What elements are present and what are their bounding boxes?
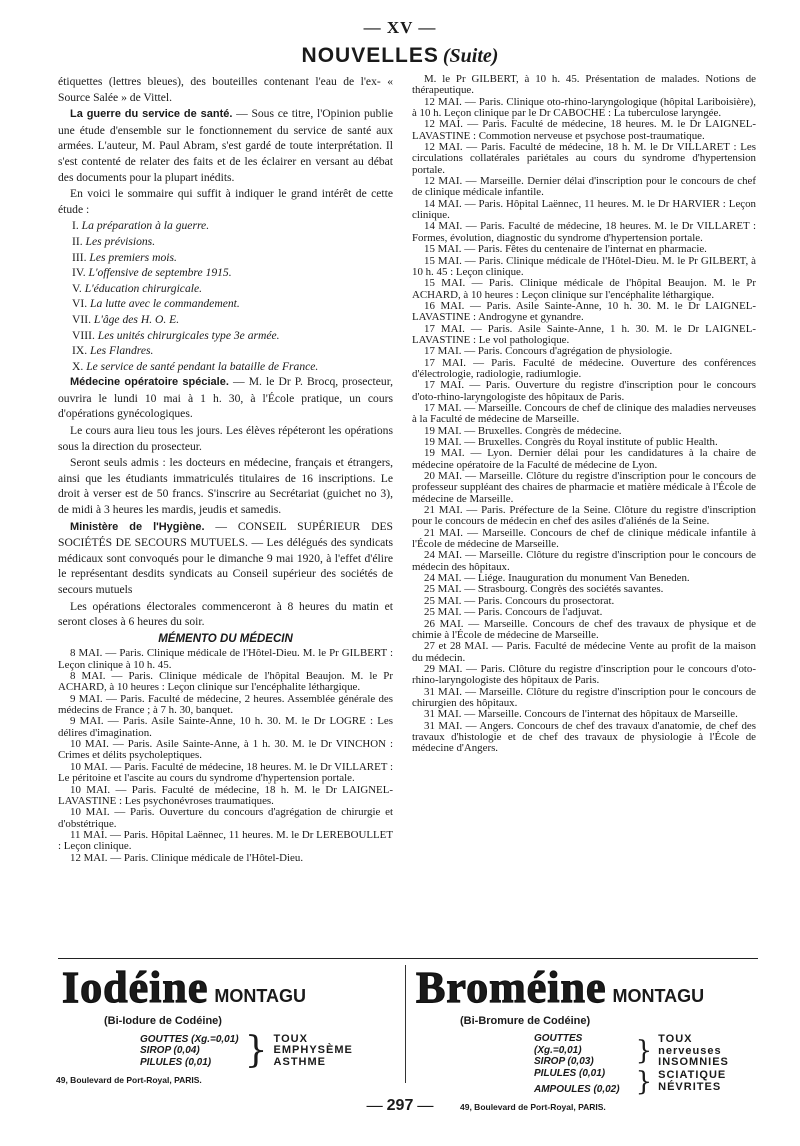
right-column	[412, 74, 756, 755]
summary-item: IX. Les Flandres.	[72, 344, 154, 358]
keyword-guerre: La guerre du service de santé.	[70, 108, 233, 121]
memento-entry: 17 MAI. — Paris. Faculté de médecine. Ouverture des conférences d'électrologie, radiologie, radiumlogie.	[412, 356, 756, 380]
memento-entry: 17 MAI. — Marseille. Concours de chef de clinique des maladies nerveuses à la Faculté de médecine de Marseille.	[412, 401, 756, 426]
iodeine-subtitle: (Bi-Iodure de Codéine)	[104, 1015, 222, 1027]
paragraph-sommaire-intro: En voici le sommaire qui suffit à indiquer le grand intérêt de cette étude :	[58, 187, 393, 216]
bromeine-doses: GOUTTES (Xg.=0,01) SIROP (0,03) PILULES (0,01) AMPOULES (0,02)	[534, 1033, 620, 1095]
memento-entry: 25 MAI. — Strasbourg. Congrès des sociétés savantes.	[424, 583, 664, 596]
memento-entry: 12 MAI. — Paris. Faculté de médecine, 18 h. M. le Dr VILLARET : Les circulations collatérales pariétales au cours du syndrome d'hypertension portale.	[412, 141, 756, 176]
advert-divider	[405, 965, 406, 1083]
memento-entry: 21 MAI. — Paris. Préfecture de la Seine. Clôture du registre d'inscription pour le concours de médecin en chef des asiles d'aliénés de la Seine.	[412, 504, 756, 528]
memento-entry: 10 MAI. — Paris. Asile Sainte-Anne, à 1 h. 30. M. le Dr VINCHON : Crimes et délits psycholeptiques.	[58, 738, 393, 762]
summary-item: VIII. Les unités chirurgicales type 3e armée.	[72, 328, 280, 342]
memento-title: MÉMENTO DU MÉDECIN	[158, 632, 293, 645]
memento-entry: 12 MAI. — Paris. Faculté de médecine, 18 heures. M. le Dr LAIGNEL-LAVASTINE : Commotion nerveuse et psychose post-traumatique.	[412, 118, 756, 142]
memento-entry: 19 MAI. — Bruxelles. Congrès de médecine.	[424, 424, 622, 437]
advert-top-rule	[58, 958, 758, 959]
keyword-medecine-operatoire: Médecine opératoire spéciale.	[70, 376, 229, 389]
memento-entry: 15 MAI. — Paris. Clinique médicale de l'Hôtel-Dieu. M. le Pr GILBERT, à 10 h. 45 : Leçon clinique.	[412, 254, 756, 278]
memento-entry: 17 MAI. — Paris. Ouverture du registre d'inscription pour le concours d'oto-rhino-laryngologiste des hôpitaux de Paris.	[412, 379, 756, 403]
summary-item: X. Le service de santé pendant la bataille de France.	[72, 359, 319, 373]
memento-entry: 27 et 28 MAI. — Paris. Faculté de médecine Vente au profit de la maison du médecin.	[412, 640, 756, 664]
memento-entry: 21 MAI. — Marseille. Concours de chef de clinique médicale infantile à l'École de médecine de Marseille.	[412, 526, 756, 551]
bromeine-details	[534, 1033, 756, 1096]
title-main: NOUVELLES	[301, 44, 439, 67]
memento-entry: 11 MAI. — Paris. Hôpital Laënnec, 11 heures. M. le Dr LEREBOULLET : Leçon clinique.	[58, 828, 393, 853]
paragraph-vittel: étiquettes (lettres bleues), des bouteilles contenant l'eau de l'ex- « Source Salée » de Vittel.	[58, 75, 393, 104]
brace-icon: }	[635, 1066, 653, 1097]
page-number: — 297 —	[366, 1097, 434, 1114]
text-guerre: — Sous ce titre, l'Opinion publie une étude d'ensemble sur le fonctionnement du service de santé aux armées. L'auteur, M. Paul Abram, s'est gardé de toute interprétation. Il s'est contenté de relater des faits et de les éclairer en versant au débat des documents pour la plupart inédits.	[58, 107, 393, 184]
memento-entry: 25 MAI. — Paris. Concours de l'adjuvat.	[424, 606, 603, 619]
brace-icon: }	[635, 1036, 653, 1067]
memento-entry: 19 MAI. — Lyon. Dernier délai pour les candidatures à la chaire de médecine opératoire de la Faculté de médecine de Lyon.	[412, 447, 756, 471]
memento-entry: 26 MAI. — Marseille. Concours de chef des travaux de physique et de chimie à l'École de médecine de Marseille.	[412, 617, 756, 641]
memento-list	[58, 648, 393, 864]
memento-entry: 8 MAI. — Paris. Clinique médicale de l'hôpital Beaujon. M. le Pr ACHARD, à 10 heures : Leçon clinique sur l'encéphalite léthargique.	[58, 670, 393, 694]
memento-entry: 31 MAI. — Angers. Concours de chef des travaux d'anatomie, de chef des travaux d'histologie et de chef des travaux de physiologie à l'École de médecine d'Angers.	[412, 719, 756, 755]
memento-entry: 31 MAI. — Marseille. Concours de l'internat des hôpitaux de Marseille.	[424, 708, 738, 721]
summary-list	[58, 218, 393, 374]
page-title	[0, 44, 800, 68]
memento-entry: 19 MAI. — Bruxelles. Congrès du Royal institute of public Health.	[424, 436, 718, 448]
paragraph-admis: Seront seuls admis : les docteurs en médecine, français et étrangers, ainsi que les étudiants immatriculés titulaires de 16 inscriptions. Le droit à verser est de 50 francs. S'inscrire au Secrétariat (guichet no 3), de midi à 3 heures les mardis, jeudis et samedis.	[58, 456, 393, 517]
paragraph-operations-electorales: Les opérations électorales commenceront à 8 heures du matin et seront closes à 6 heures du soir.	[58, 599, 393, 629]
memento-entry: 9 MAI. — Paris. Faculté de médecine, 2 heures. Assemblée générale des médecins de France ; à 7 h. 30, banquet.	[58, 692, 393, 717]
roman-page-number: — XV —	[363, 18, 437, 37]
summary-item: VII. L'âge des H. O. E.	[72, 312, 180, 326]
memento-continuation: M. le Pr GILBERT, à 10 h. 45. Présentation de malades. Notions de thérapeutique.	[412, 74, 756, 97]
memento-entry: 12 MAI. — Paris. Clinique médicale de l'Hôtel-Dieu.	[70, 851, 304, 864]
left-column	[58, 74, 393, 864]
memento-entry: 17 MAI. — Paris. Concours d'agrégation de physiologie.	[424, 345, 673, 358]
summary-item: V. L'éducation chirurgicale.	[72, 281, 203, 295]
bromeine-subtitle: (Bi-Bromure de Codéine)	[460, 1015, 591, 1027]
summary-item: VI. La lutte avec le commandement.	[72, 297, 240, 311]
advert-bromeine	[416, 962, 756, 1112]
summary-item: II. Les prévisions.	[72, 234, 156, 248]
memento-entry: 10 MAI. — Paris. Ouverture du concours d'agrégation de chirurgie et d'obstétrique.	[58, 806, 393, 830]
memento-entry: 24 MAI. — Liége. Inauguration du monument Van Beneden.	[424, 572, 690, 585]
summary-item: III. Les premiers mois.	[72, 250, 177, 264]
bromeine-indications: } TOUX nerveuses INSOMNIES } SCIATIQUE NÉVRITES	[635, 1033, 729, 1097]
summary-item: IV. L'offensive de septembre 1915.	[72, 266, 232, 280]
memento-entry: 8 MAI. — Paris. Clinique médicale de l'Hôtel-Dieu. M. le Pr GILBERT : Leçon clinique à 10 h. 45.	[58, 647, 393, 671]
memento-entry: 29 MAI. — Paris. Clôture du registre d'inscription pour le concours d'oto-rhino-laryngologiste des hôpitaux de Paris.	[412, 662, 756, 687]
bromeine-name: Broméine	[416, 963, 607, 1012]
memento-entry: 15 MAI. — Paris. Fêtes du centenaire de l'internat en pharmacie.	[424, 243, 707, 256]
iodeine-maker: MONTAGU	[214, 986, 307, 1006]
memento-entry: 9 MAI. — Paris. Asile Sainte-Anne, 10 h. 30. M. le Dr LOGRE : Les délires d'imagination.	[58, 715, 393, 739]
advert-iodeine	[56, 962, 392, 1085]
memento-entry: 14 MAI. — Paris. Hôpital Laënnec, 11 heures. M. le Dr HARVIER : Leçon clinique.	[412, 197, 756, 222]
advert-bromeine-brand	[416, 962, 756, 1013]
memento-entry: 17 MAI. — Paris. Asile Sainte-Anne, 1 h. 30. M. le Dr LAIGNEL-LAVASTINE : Le vol pathologique.	[412, 322, 756, 346]
memento-entry: 10 MAI. — Paris. Faculté de médecine, 18 heures. M. le Dr VILLARET : Le péritoine et l'ascite au cours du syndrome d'hypertension portale.	[58, 760, 393, 785]
title-suffix: (Suite)	[442, 45, 499, 67]
iodeine-doses: GOUTTES (Xg.=0,01) SIROP (0,04) PILULES (0,01)	[140, 1033, 239, 1068]
iodeine-indications: TOUX EMPHYSÈME ASTHME	[273, 1032, 353, 1068]
paragraph-guerre	[58, 106, 393, 185]
iodeine-name: Iodéine	[62, 963, 209, 1012]
summary-item: I. La préparation à la guerre.	[72, 219, 210, 233]
memento-entry: 10 MAI. — Paris. Faculté de médecine, 18 h. M. le Dr LAIGNEL-LAVASTINE : Les psychonévroses traumatiques.	[58, 783, 393, 807]
memento-entry: 12 MAI. — Paris. Clinique oto-rhino-laryngologique (hôpital Lariboisière), à 10 h. Leçon clinique par le Dr CABOCHE : La tuberculose laryngée.	[412, 95, 756, 120]
memento-entry: 20 MAI. — Marseille. Clôture du registre d'inscription pour le concours de professeur suppléant des chaires de pharmacie et matière médicale à l'École de médecine de Marseille.	[412, 470, 756, 505]
memento-entry: 15 MAI. — Paris. Clinique médicale de l'hôpital Beaujon. M. le Pr ACHARD, à 10 heures : Leçon clinique sur l'encéphalite léthargique.	[412, 277, 756, 301]
bromeine-address: 49, Boulevard de Port-Royal, PARIS.	[460, 1101, 606, 1112]
paragraph-cours: Le cours aura lieu tous les jours. Les élèves répéteront les opérations sous la direction du prosecteur.	[58, 424, 393, 453]
iodeine-details	[140, 1030, 392, 1071]
advert-iodeine-brand	[62, 962, 392, 1013]
memento-entry: 24 MAI. — Marseille. Clôture du registre d'inscription pour le concours de médecin des hôpitaux.	[412, 549, 756, 573]
memento-entry: 12 MAI. — Marseille. Dernier délai d'inscription pour le concours de chef de clinique médicale infantile.	[412, 175, 756, 199]
keyword-hygiene: Ministère de l'Hygiène.	[70, 520, 205, 533]
memento-entry: 14 MAI. — Paris. Faculté de médecine, 18 heures. M. le Dr VILLARET : Formes, évolution, diagnostic du syndrome d'hypertension portale.	[412, 220, 756, 244]
brace-icon: }	[244, 1030, 268, 1071]
memento-entry: 16 MAI. — Paris. Asile Sainte-Anne, 10 h. 30. M. le Dr LAIGNEL-LAVASTINE : Androgyne et gynandre.	[412, 299, 756, 324]
memento-entry: 25 MAI. — Paris. Concours du prosectorat.	[424, 594, 615, 607]
bromeine-maker: MONTAGU	[612, 986, 705, 1006]
paragraph-hygiene: Ministère de l'Hygiène. — CONSEIL SUPÉRIEUR DES SOCIÉTÉS DE SECOURS MUTUELS. — Les délégués des syndicats médicaux sont convoqués pour le dimanche 9 mai 1920, à l'effet d'élire le représentant desdits syndicats au Conseil supérieur des sociétés de secours mutuels	[58, 519, 393, 596]
memento-entry: 31 MAI. — Marseille. Clôture du registre d'inscription pour le concours de chirurgien des hôpitaux.	[412, 685, 756, 709]
iodeine-address: 49, Boulevard de Port-Royal, PARIS.	[56, 1075, 202, 1085]
paragraph-medecine-operatoire: Médecine opératoire spéciale. — M. le Dr P. Brocq, prosecteur, ouvrira le lundi 10 mai à 1 h. 30, à l'École pratique, un cours d'opérations gynécologiques.	[58, 375, 393, 421]
